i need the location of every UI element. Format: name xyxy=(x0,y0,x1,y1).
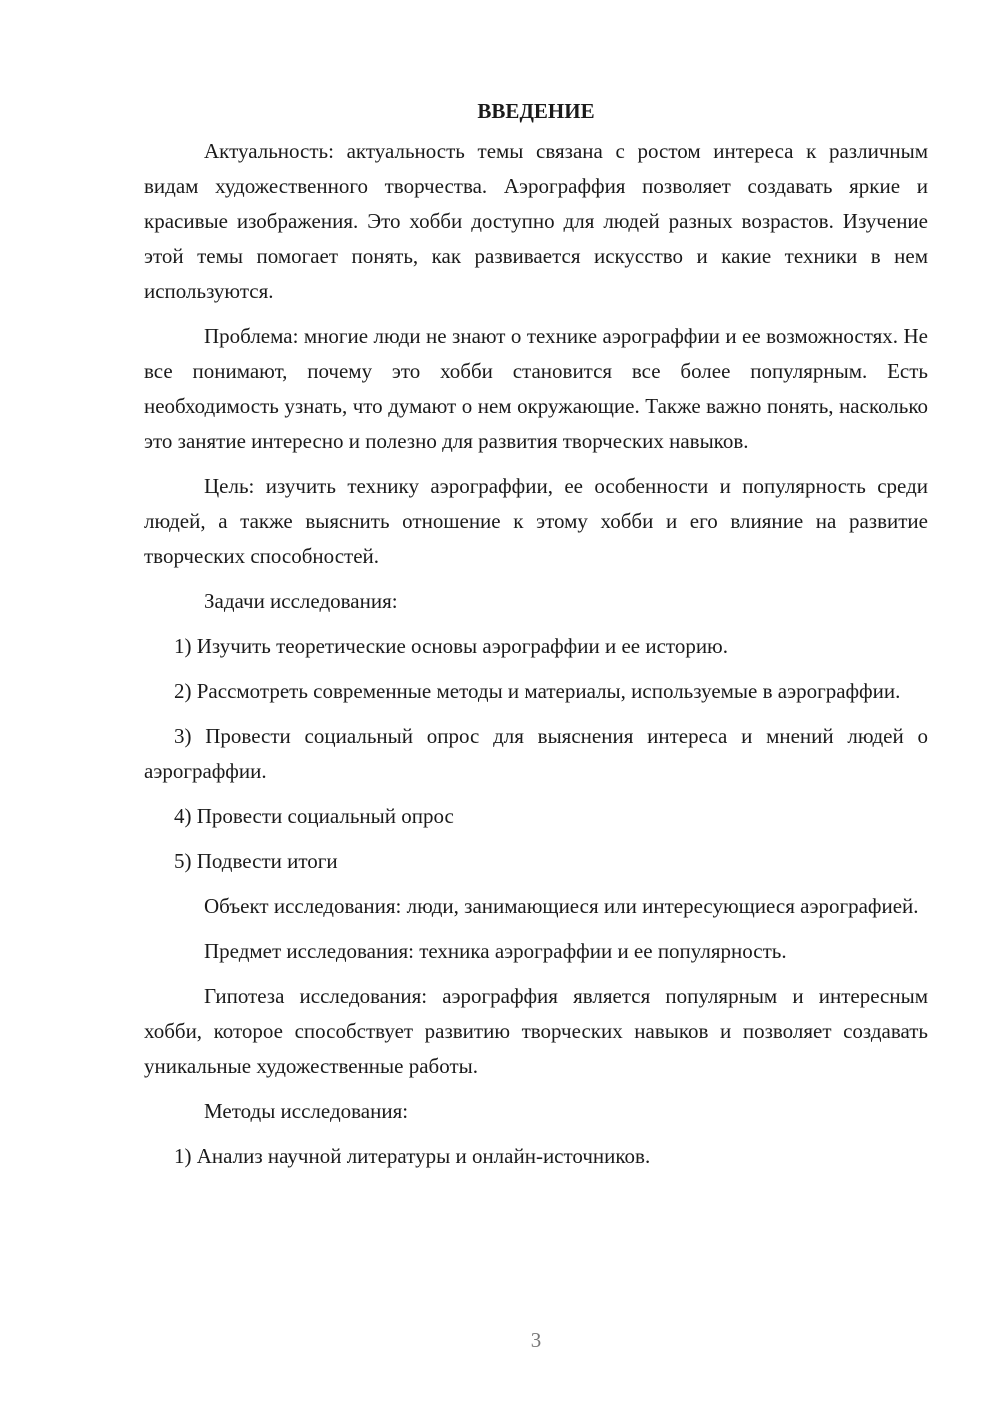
list-item-task-3: 3) Провести социальный опрос для выяснения интереса и мнений людей о аэрограффии. xyxy=(144,724,928,783)
page-title: ВВЕДЕНИЕ xyxy=(477,99,595,123)
list-item-task-2: 2) Рассмотреть современные методы и материалы, используемые в аэрограффии. xyxy=(174,679,901,703)
paragraph-tasks-heading: Задачи исследования: xyxy=(204,589,398,613)
list-item-task-1: 1) Изучить теоретические основы аэрограффии и ее историю. xyxy=(174,634,728,658)
page-body xyxy=(144,96,928,1184)
list-item-task-5: 5) Подвести итоги xyxy=(174,849,338,873)
paragraph-subject: Предмет исследования: техника аэрограффии и ее популярность. xyxy=(204,939,787,963)
paragraph-relevance: Актуальность: актуальность темы связана с ростом интереса к различным видам художественного творчества. Аэрограффия позволяет создавать яркие и красивые изображения. Это хобби доступно для людей разных возрастов. Изучение этой темы помогает понять, как развивается искусство и какие техники в нем используются. xyxy=(144,139,928,303)
paragraph-goal: Цель: изучить технику аэрограффии, ее особенности и популярность среди людей, а также выяснить отношение к этому хобби и его влияние на развитие творческих способностей. xyxy=(144,474,928,568)
page-number: 3 xyxy=(530,1328,542,1352)
paragraph-problem: Проблема: многие люди не знают о технике аэрограффии и ее возможностях. Не все понимают, почему это хобби становится все более популярным. Есть необходимость узнать, что думают о нем окружающие. Также важно понять, насколько это занятие интересно и полезно для развития творческих навыков. xyxy=(144,324,928,453)
list-item-method-1: 1) Анализ научной литературы и онлайн-источников. xyxy=(174,1144,651,1168)
paragraph-methods-heading: Методы исследования: xyxy=(204,1099,409,1123)
list-item-task-4: 4) Провести социальный опрос xyxy=(174,804,454,828)
paragraph-object: Объект исследования: люди, занимающиеся или интересующиеся аэрографией. xyxy=(204,894,919,918)
paragraph-hypothesis: Гипотеза исследования: аэрограффия является популярным и интересным хобби, которое способствует развитию творческих навыков и позволяет создавать уникальные художественные работы. xyxy=(144,984,928,1078)
